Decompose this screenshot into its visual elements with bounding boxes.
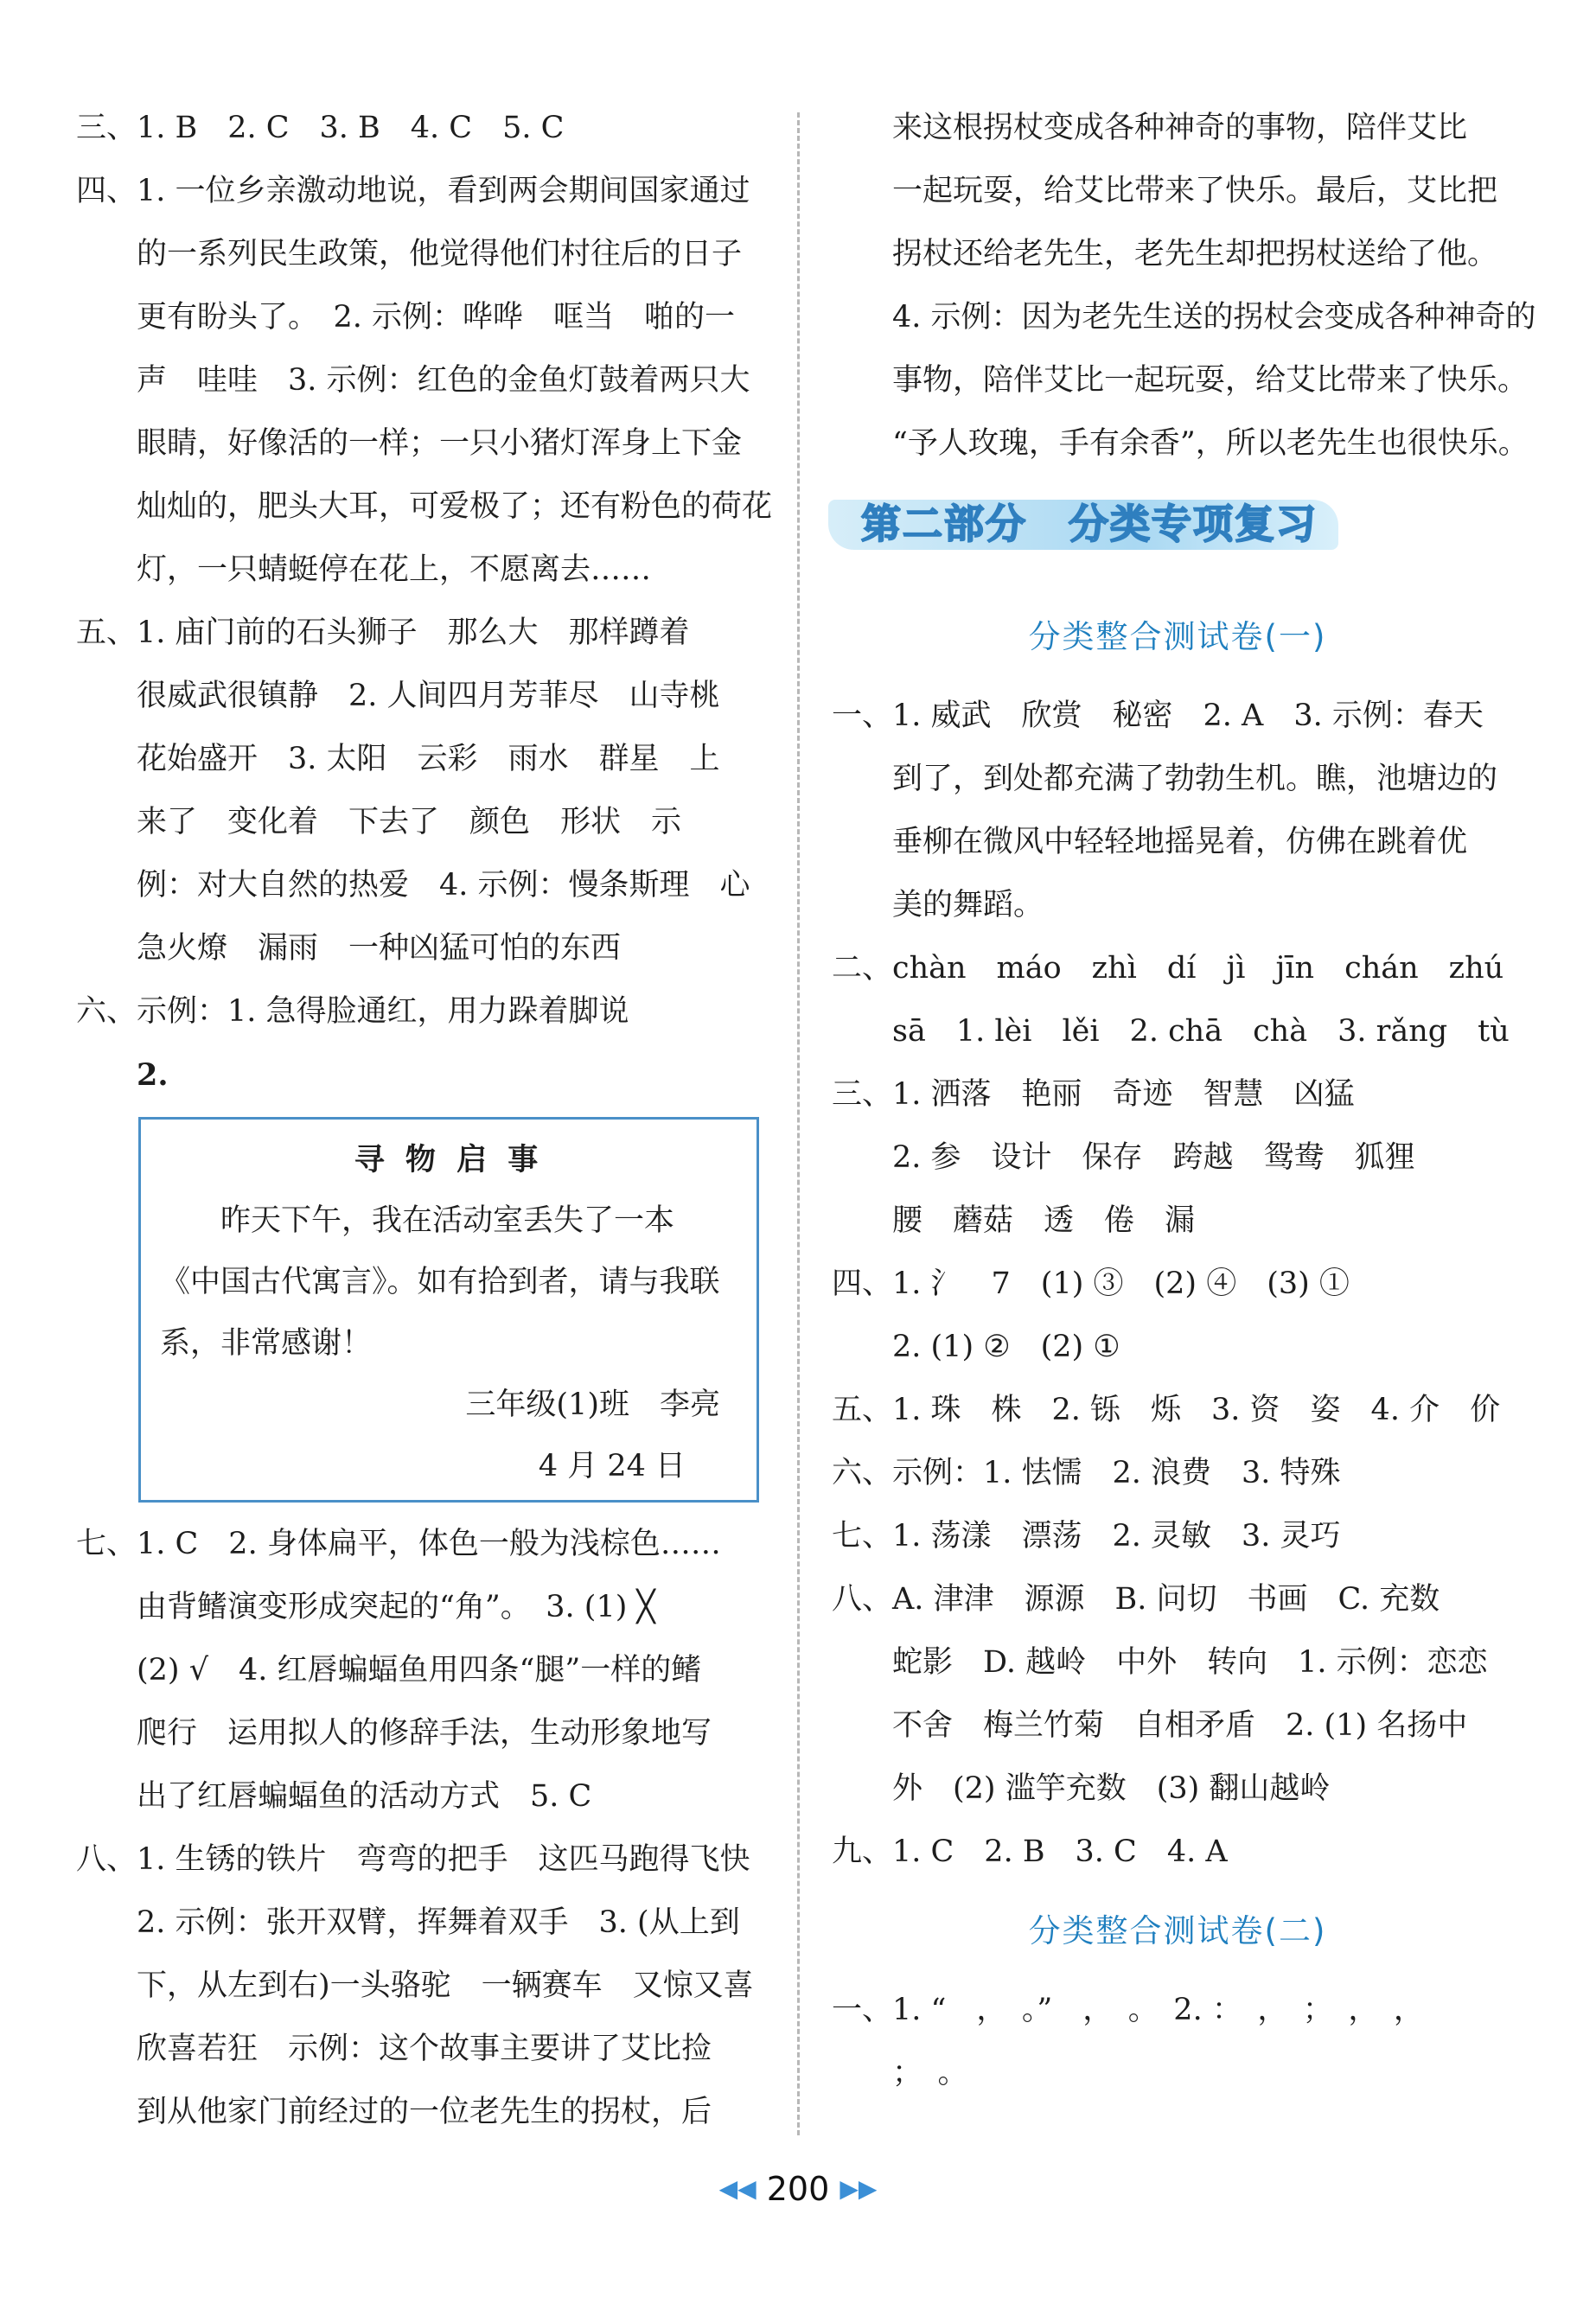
right-column [832,97,1536,2105]
answer-line: 灯，一只蜻蜓停在花上，不愿离去…… [137,552,652,587]
page-footer [0,2170,1596,2208]
page-number: 200 [766,2170,830,2208]
answer-line: 三、1. 洒落 艳丽 奇迹 智慧 凶猛 [832,1077,1355,1112]
notice-line: 昨天下午，我在活动室丢失了一本 [220,1203,675,1238]
answer-line: (2) √ 4. 红唇蝙蝠鱼用四条“腿”一样的鳍 [137,1653,702,1688]
answer-line: 爬行 运用拟人的修辞手法，生动形象地写 [137,1716,712,1751]
answer-line: 六、示例：1. 急得脸通红，用力跺着脚说 [76,994,629,1029]
lost-item-notice [138,1117,759,1503]
answer-line: 垂柳在微风中轻轻地摇晃着，仿佛在跳着优 [892,825,1468,859]
answer-line: 眼睛，好像活的一样；一只小猪灯浑身上下金 [137,426,743,461]
double-left-arrow-icon: ◀◀ [718,2174,757,2203]
answer-line: 一起玩耍，给艾比带来了快乐。最后，艾比把 [892,174,1498,208]
answer-line: 的一系列民生政策，他觉得他们村往后的日子 [137,237,743,271]
notice-line: 系，非常感谢！ [160,1326,373,1361]
answer-line: 急火燎 漏雨 一种凶猛可怕的东西 [137,931,622,966]
section-title: 分类整合测试卷(一) [1028,618,1327,655]
answer-line: 八、1. 生锈的铁片 弯弯的把手 这匹马跑得飞快 [76,1842,750,1877]
left-column [76,97,773,2144]
answer-line: 八、A. 津津 源源 B. 问切 书画 C. 充数 [832,1582,1440,1617]
answer-line: 更有盼头了。 2. 示例：哗哗 哐当 啪的一 [137,300,736,335]
answer-line: 花始盛开 3. 太阳 云彩 雨水 群星 上 [137,742,720,776]
answer-line: 到从他家门前经过的一位老先生的拐杖，后 [137,2095,712,2129]
answer-line: 4. 示例：因为老先生送的拐杖会变成各种神奇的 [892,300,1536,335]
answer-line: 五、1. 珠 株 2. 铄 烁 3. 资 姿 4. 介 价 [832,1393,1501,1427]
answer-line: 七、1. C 2. 身体扁平，体色一般为浅棕色…… [76,1527,721,1561]
answer-line: 2. [137,1057,169,1093]
answer-line: 到了，到处都充满了勃勃生机。瞧，池塘边的 [892,762,1498,796]
answer-line: 2. 示例：张开双臂，挥舞着双手 3. (从上到 [137,1905,740,1940]
answer-line: 来了 变化着 下去了 颜色 形状 示 [137,805,682,839]
column-divider [797,112,800,2135]
answer-line: 二、chàn máo zhì dí jì jīn chán zhú [832,951,1504,986]
notice-signature: 三年级(1)班 李亮 [465,1388,720,1422]
answer-line: 下，从左到右)一头骆驼 一辆赛车 又惊又喜 [137,1968,754,2003]
answer-line: 四、1. 一位乡亲激动地说，看到两会期间国家通过 [76,174,750,208]
answer-line: 四、1. 氵 7 (1) ③ (2) ④ (3) ① [832,1267,1350,1301]
answer-line: 欣喜若狂 示例：这个故事主要讲了艾比捡 [137,2032,712,2066]
answer-line: ； 。 [892,2056,968,2090]
answer-line: 三、1. B 2. C 3. B 4. C 5. C [76,111,565,145]
answer-line: sā 1. lèi lěi 2. chā chà 3. rǎng tù [892,1014,1510,1049]
answer-line: 例：对大自然的热爱 4. 示例：慢条斯理 心 [137,868,750,903]
answer-line: 事物，陪伴艾比一起玩耍，给艾比带来了快乐。 [892,363,1529,398]
banner-title: 第二部分 分类专项复习 [861,501,1318,547]
notice-date: 4 月 24 日 [538,1449,686,1483]
answer-line: 七、1. 荡漾 漂荡 2. 灵敏 3. 灵巧 [832,1519,1341,1554]
answer-line: 不舍 梅兰竹菊 自相矛盾 2. (1) 名扬中 [892,1708,1468,1743]
double-right-arrow-icon: ▶▶ [839,2174,878,2203]
section-title: 分类整合测试卷(二) [1028,1912,1327,1949]
answer-line: 2. (1) ② (2) ① [892,1330,1120,1364]
answer-line: 蛇影 D. 越岭 中外 转向 1. 示例：恋恋 [892,1645,1488,1680]
answer-line: 五、1. 庙门前的石头狮子 那么大 那样蹲着 [76,616,690,650]
answer-line: 腰 蘑菇 透 倦 漏 [892,1203,1196,1238]
answer-line: 由背鳍演变形成突起的“角”。 3. (1) ╳ [137,1590,655,1624]
part-banner [828,481,1523,576]
answer-line: 拐杖还给老先生，老先生却把拐杖送给了他。 [892,237,1498,271]
answer-line: 出了红唇蝙蝠鱼的活动方式 5. C [137,1779,592,1814]
answer-line: 一、1. “ ， 。” ， 。 2. ： ， ； ， ， [832,1993,1424,2027]
answer-line: 六、示例：1. 怯懦 2. 浪费 3. 特殊 [832,1456,1341,1490]
answer-line: 声 哇哇 3. 示例：红色的金鱼灯鼓着两只大 [137,363,750,398]
answer-line: 来这根拐杖变成各种神奇的事物，陪伴艾比 [892,111,1468,145]
answer-line: 一、1. 威武 欣赏 秘密 2. A 3. 示例：春天 [832,699,1484,733]
answer-line: 外 (2) 滥竽充数 (3) 翻山越岭 [892,1771,1331,1806]
answer-line: 2. 参 设计 保存 跨越 鸳鸯 狐狸 [892,1140,1415,1175]
answer-line: 美的舞蹈。 [892,888,1044,922]
answer-line: “予人玫瑰，手有余香”，所以老先生也很快乐。 [892,426,1529,461]
notice-title: 寻 物 启 事 [354,1142,544,1177]
answer-line: 灿灿的，肥头大耳，可爱极了；还有粉色的荷花 [137,489,773,524]
answer-line: 九、1. C 2. B 3. C 4. A [832,1834,1228,1869]
answer-line: 很威武很镇静 2. 人间四月芳菲尽 山寺桃 [137,679,720,713]
notice-line: 《中国古代寓言》。如有拾到者，请与我联 [160,1265,720,1299]
